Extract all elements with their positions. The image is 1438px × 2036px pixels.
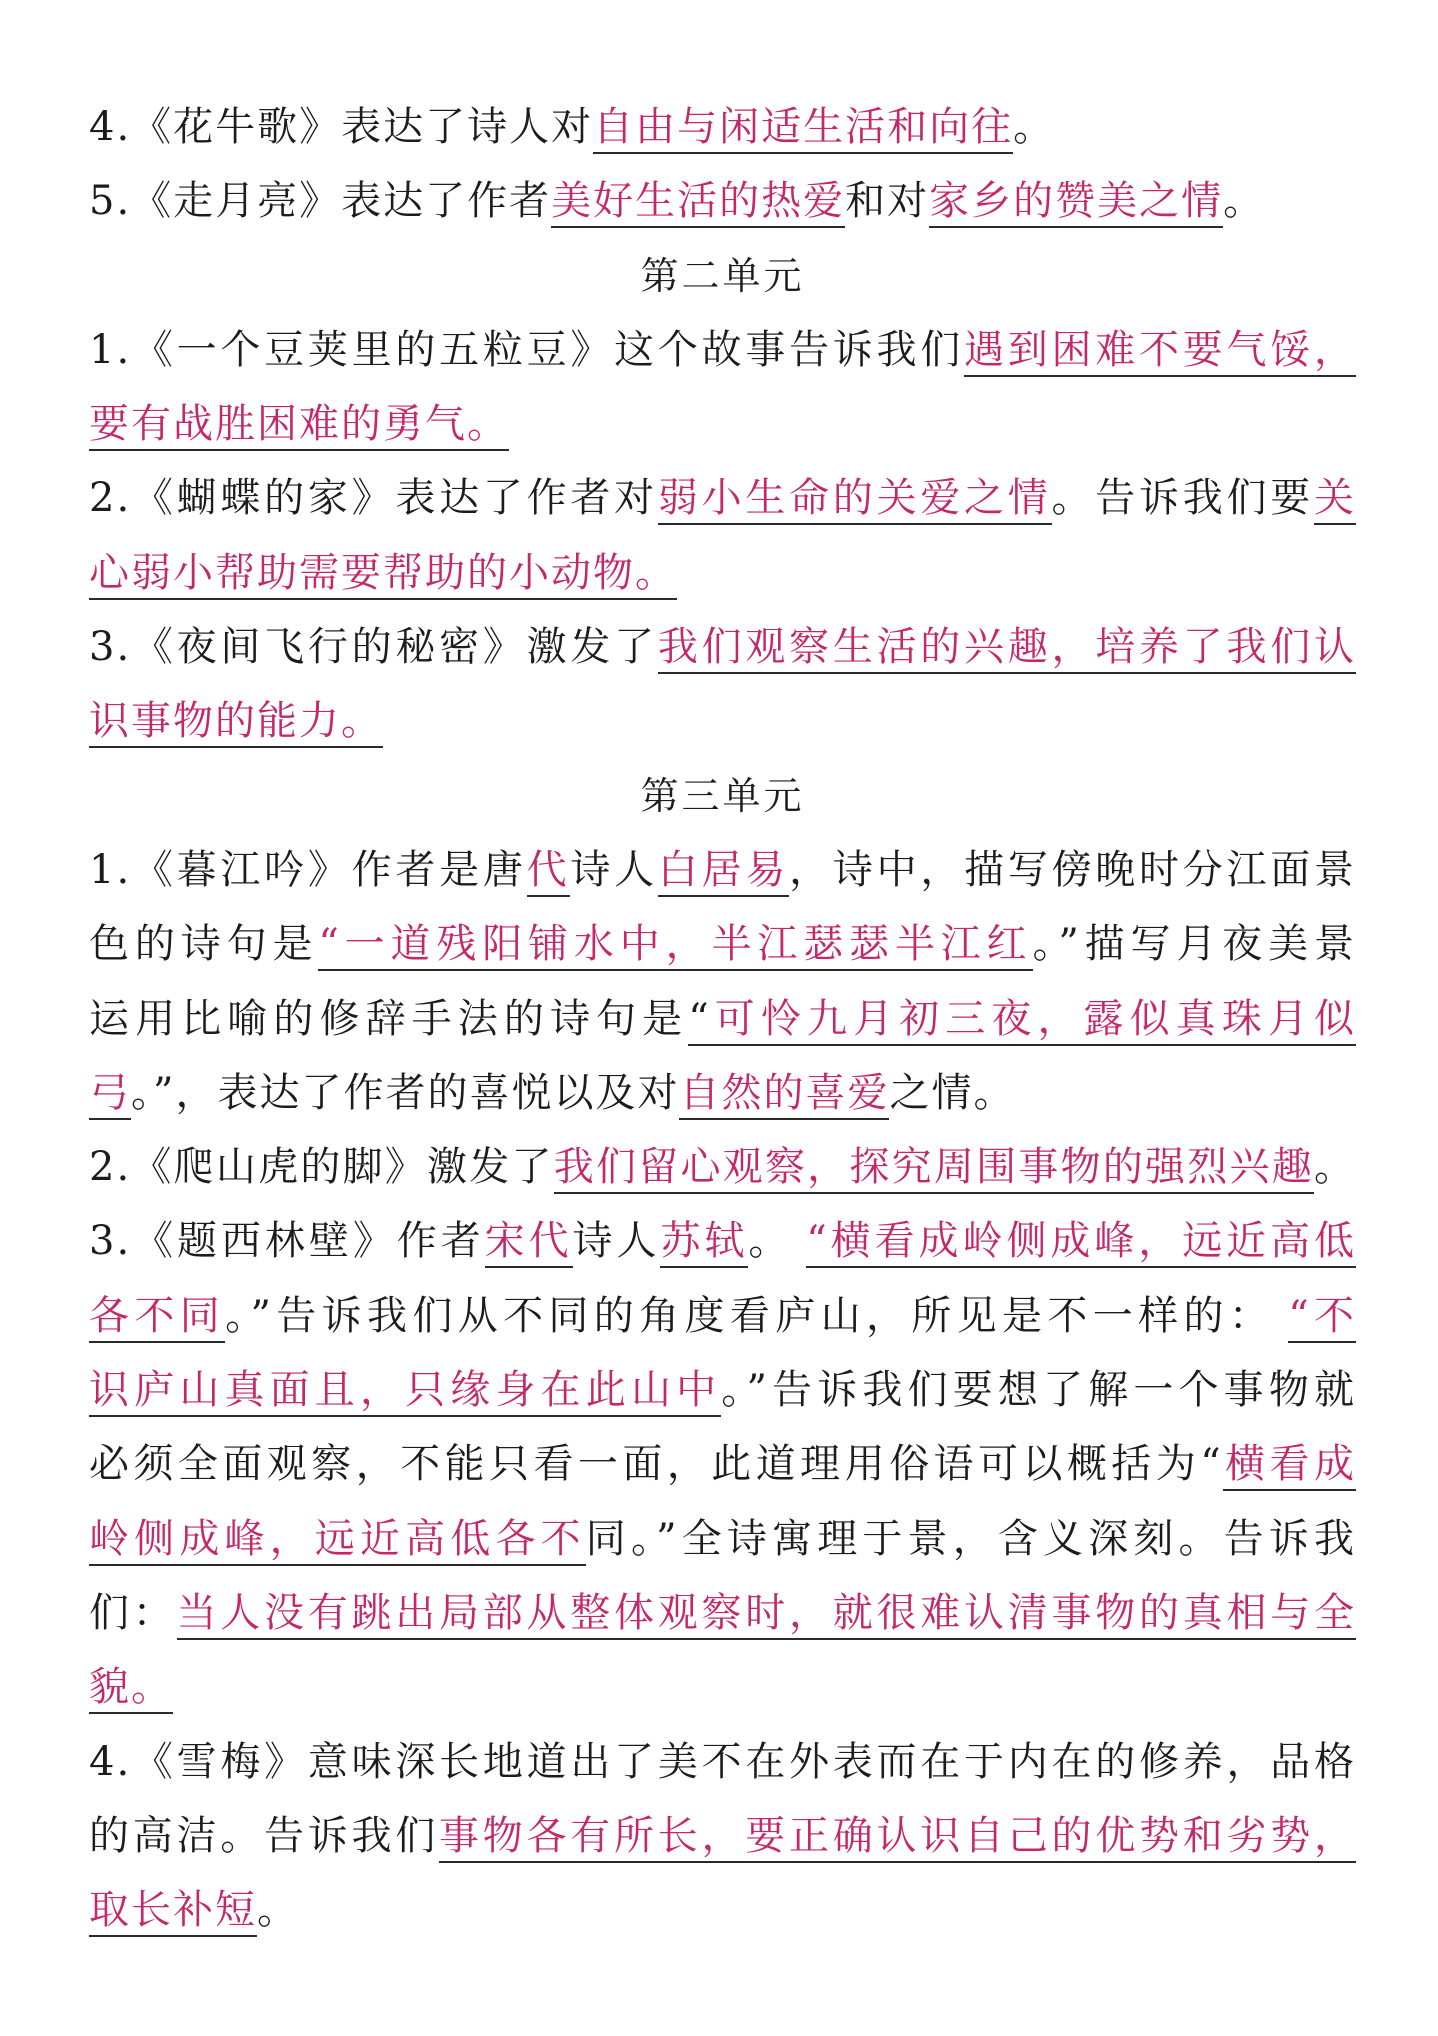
answer-text: 识事物的能力。: [89, 698, 383, 748]
answer-text: 心弱小帮助需要帮助的小动物。: [89, 550, 677, 600]
text-line: [89, 907, 1356, 981]
text-line: [89, 90, 1356, 164]
answer-text: 我们观察生活的兴趣，培养了我们认: [658, 624, 1356, 674]
body-text: 之情。: [889, 1069, 1016, 1116]
body-text: 1.《暮江吟》作者是唐: [89, 846, 527, 893]
text-line: [89, 1279, 1356, 1353]
answer-text: 各不同: [89, 1293, 225, 1343]
body-text: 。”告诉我们要想了解一个事物就: [721, 1367, 1356, 1414]
text-line: [89, 1502, 1356, 1576]
body-text: 2.《蝴蝶的家》表达了作者对: [89, 475, 658, 522]
text-line: [89, 313, 1356, 387]
answer-text: 识庐山真面且，只缘身在此山中: [89, 1367, 721, 1417]
text-line: [89, 610, 1356, 684]
body-text: 色的诗句是: [89, 921, 319, 968]
body-text: 的高洁。告诉我们: [89, 1812, 439, 1859]
text-line: [89, 1725, 1356, 1799]
text-line: [89, 164, 1356, 238]
body-text: 诗人: [572, 1218, 661, 1265]
answer-text: 美好生活的热爱: [551, 178, 845, 228]
body-text: 。”，表达了作者的喜悦以及对: [131, 1069, 680, 1116]
body-text: 诗人: [570, 846, 658, 893]
unit-heading-label: 第三单元: [640, 773, 805, 818]
answer-text: “横看成岭侧成峰，远近高低: [806, 1218, 1356, 1268]
answer-text: 自由与闲适生活和向往: [593, 104, 1013, 154]
text-line: [89, 833, 1356, 907]
body-text: 4.《花牛歌》表达了诗人对: [89, 104, 594, 150]
text-line: [89, 387, 1356, 461]
answer-text: “一道残阳铺水中，半江瑟瑟半江红: [318, 921, 1032, 971]
text-line: [89, 1427, 1356, 1501]
text-line: [89, 1204, 1356, 1278]
answer-text: 家乡的赞美之情: [929, 178, 1223, 228]
text-line: [89, 684, 1356, 758]
answer-text: 事物各有所长，要正确认识自己的优势和劣势，: [439, 1813, 1356, 1863]
answer-text: 岭侧成峰，远近高低各不: [89, 1516, 586, 1566]
body-text: 。: [1013, 104, 1056, 150]
body-text: 1.《一个豆荚里的五粒豆》这个故事告诉我们: [89, 326, 965, 373]
answer-text: 自然的喜爱: [679, 1070, 889, 1120]
body-text: 运用比喻的修辞手法的诗句是: [89, 995, 689, 1042]
text-line: [89, 1056, 1356, 1130]
text-line: [89, 536, 1356, 610]
answer-text: 要有战胜困难的勇气。: [89, 401, 509, 451]
body-text: 。告诉我们要: [1051, 475, 1315, 522]
body-text: 们：: [89, 1589, 177, 1636]
body-text: 。”告诉我们从不同的角度看庐山，所见是不一样的：: [225, 1292, 1275, 1339]
body-text: 3.《题西林壁》作者: [89, 1218, 485, 1265]
answer-text: 宋代: [485, 1218, 573, 1268]
answer-text: 关: [1314, 475, 1356, 525]
answer-text: 弱小生命的关爱之情: [658, 475, 1052, 525]
answer-text: 白居易: [658, 847, 789, 897]
text-line: [89, 1799, 1356, 1873]
answer-text: 代: [527, 847, 571, 897]
body-text: 5.《走月亮》表达了作者: [89, 178, 552, 225]
body-text: 必须全面观察，不能只看一面，此道理用俗语可以概括为“: [89, 1441, 1223, 1488]
underlined-quote: “: [688, 996, 710, 1046]
study-notes-page: [89, 90, 1356, 1947]
body-text: 。: [1223, 178, 1266, 225]
text-line: [89, 461, 1356, 535]
answer-text: 苏轼: [660, 1218, 748, 1268]
text-line: [89, 1650, 1356, 1724]
body-text: 3.《夜间飞行的秘密》激发了: [89, 624, 658, 671]
body-text: 。: [748, 1218, 793, 1265]
unit-heading-label: 第二单元: [640, 253, 805, 298]
text-line: [89, 1576, 1356, 1650]
text-line: [89, 982, 1356, 1056]
text-line: [89, 1130, 1356, 1204]
answer-text: 貌。: [89, 1664, 173, 1714]
body-text: 。: [1314, 1144, 1356, 1191]
body-text: 。”描写月夜美景: [1032, 921, 1356, 968]
body-text: 2.《爬山虎的脚》激发了: [89, 1144, 554, 1191]
body-text: 同。”全诗寓理于景，含义深刻。告诉我: [585, 1515, 1356, 1562]
answer-text: 遇到困难不要气馁，: [964, 327, 1356, 377]
body-text: 。: [257, 1887, 299, 1934]
body-text: 和对: [845, 178, 930, 225]
answer-text: 横看成: [1223, 1441, 1356, 1491]
body-text: ，诗中，描写傍晚时分江面景: [789, 846, 1356, 893]
answer-text: 可怜九月初三夜，露似真珠月似: [711, 996, 1356, 1046]
answer-text: “不: [1288, 1293, 1356, 1343]
unit-heading: [89, 759, 1356, 833]
text-line: [89, 1353, 1356, 1427]
answer-text: 取长补短: [89, 1887, 257, 1937]
answer-text: 我们留心观察，探究周围事物的强烈兴趣: [554, 1144, 1314, 1194]
answer-text: 弓: [89, 1070, 131, 1120]
body-text: 4.《雪梅》意味深长地道出了美不在外表而在于内在的修养，品格: [89, 1738, 1356, 1785]
unit-heading: [89, 239, 1356, 313]
text-line: [89, 1873, 1356, 1947]
answer-text: 当人没有跳出局部从整体观察时，就很难认清事物的真相与全: [177, 1590, 1357, 1640]
